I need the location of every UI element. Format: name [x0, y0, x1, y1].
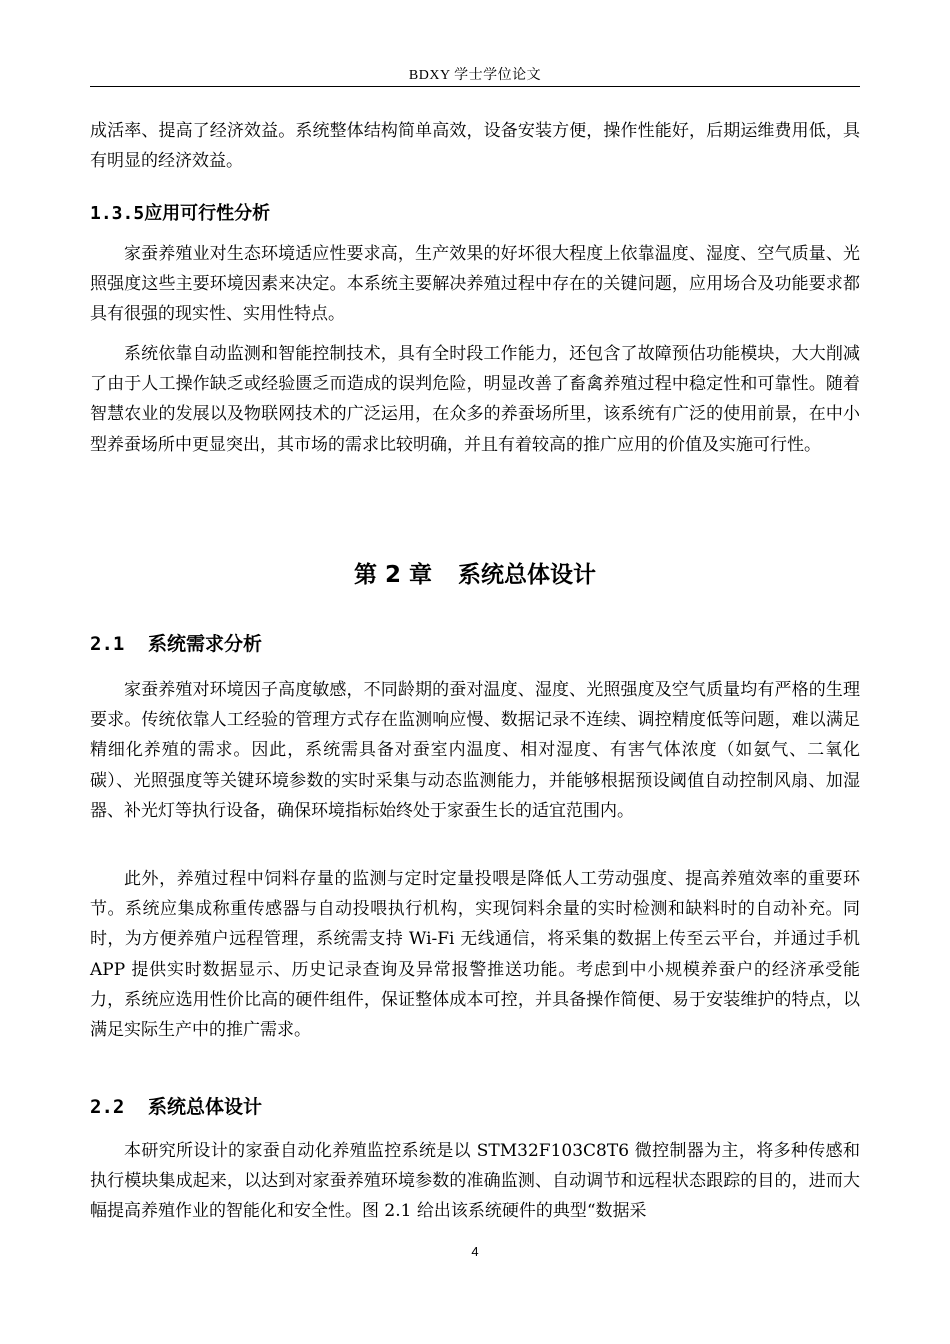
paragraph-continuation: 成活率、提高了经济效益。系统整体结构简单高效，设备安装方便，操作性能好，后期运维费用低，具有明显的经济效益。	[90, 121, 860, 172]
section-title: 系统需求分析	[148, 633, 263, 655]
paragraph-requirements-2: 此外，养殖过程中饲料存量的监测与定时定量投喂是降低人工劳动强度、提高养殖效率的重要环节。系统应集成称重传感器与自动投喂执行机构，实现饲料余量的实时检测和缺料时的自动补充。同时，为方便养殖户远程管理，系统需支持 Wi-Fi 无线通信，将采集的数据上传至云平台，并通过手机 APP 提供实时数据显示、历史记录查询及异常报警推送功能。考虑到中小规模养蚕户的经济承受能力，系统应选用性价比高的硬件组件，保证整体成本可控，并具备操作简便、易于安装维护的特点，以满足实际生产中的推广需求。	[90, 869, 860, 1041]
running-header: BDXY 学士学位论文	[408, 68, 542, 83]
paragraph-feasibility-2: 系统依靠自动监测和智能控制技术，具有全时段工作能力，还包含了故障预估功能模块，大大削减了由于人工操作缺乏或经验匮乏而造成的误判危险，明显改善了畜禽养殖过程中稳定性和可靠性。随着智慧农业的发展以及物联网技术的广泛运用，在众多的养蚕场所里，该系统有广泛的使用前景，在中小型养蚕场所中更显突出，其市场的需求比较明确，并且有着较高的推广应用的价值及实施可行性。	[90, 344, 860, 455]
section-number: 2.1	[90, 633, 125, 655]
chapter-heading	[0, 558, 950, 592]
chapter-label: 第 2 章	[353, 562, 433, 588]
header-rule	[90, 86, 860, 87]
chapter-title: 系统总体设计	[458, 562, 597, 588]
section-heading-2-2	[90, 1091, 262, 1123]
page-number: 4	[471, 1244, 479, 1259]
paragraph-overall-design: 本研究所设计的家蚕自动化养殖监控系统是以 STM32F103C8T6 微控制器为主，将多种传感和执行模块集成起来，以达到对家蚕养殖环境参数的准确监测、自动调节和远程状态跟踪的目的，进而大幅提高养殖作业的智能化和安全性。图 2.1 给出该系统硬件的典型“数据采	[90, 1141, 860, 1222]
paragraph-requirements-1: 家蚕养殖对环境因子高度敏感，不同龄期的蚕对温度、湿度、光照强度及空气质量均有严格的生理要求。传统依靠人工经验的管理方式存在监测响应慢、数据记录不连续、调控精度低等问题，难以满足精细化养殖的需求。因此，系统需具备对蚕室内温度、相对湿度、有害气体浓度（如氨气、二氧化碳）、光照强度等关键环境参数的实时采集与动态监测能力，并能够根据预设阈值自动控制风扇、加湿器、补光灯等执行设备，确保环境指标始终处于家蚕生长的适宜范围内。	[90, 680, 860, 821]
section-title: 应用可行性分析	[144, 203, 271, 224]
paragraph-feasibility-1: 家蚕养殖业对生态环境适应性要求高，生产效果的好坏很大程度上依靠温度、湿度、空气质量、光照强度这些主要环境因素来决定。本系统主要解决养殖过程中存在的关键问题，应用场合及功能要求都具有很强的现实性、实用性特点。	[90, 244, 860, 325]
section-number: 2.2	[90, 1096, 125, 1118]
section-heading-1-3-5	[90, 199, 270, 229]
section-heading-2-1	[90, 628, 262, 660]
section-title: 系统总体设计	[148, 1096, 263, 1118]
section-number: 1.3.5	[90, 203, 145, 224]
